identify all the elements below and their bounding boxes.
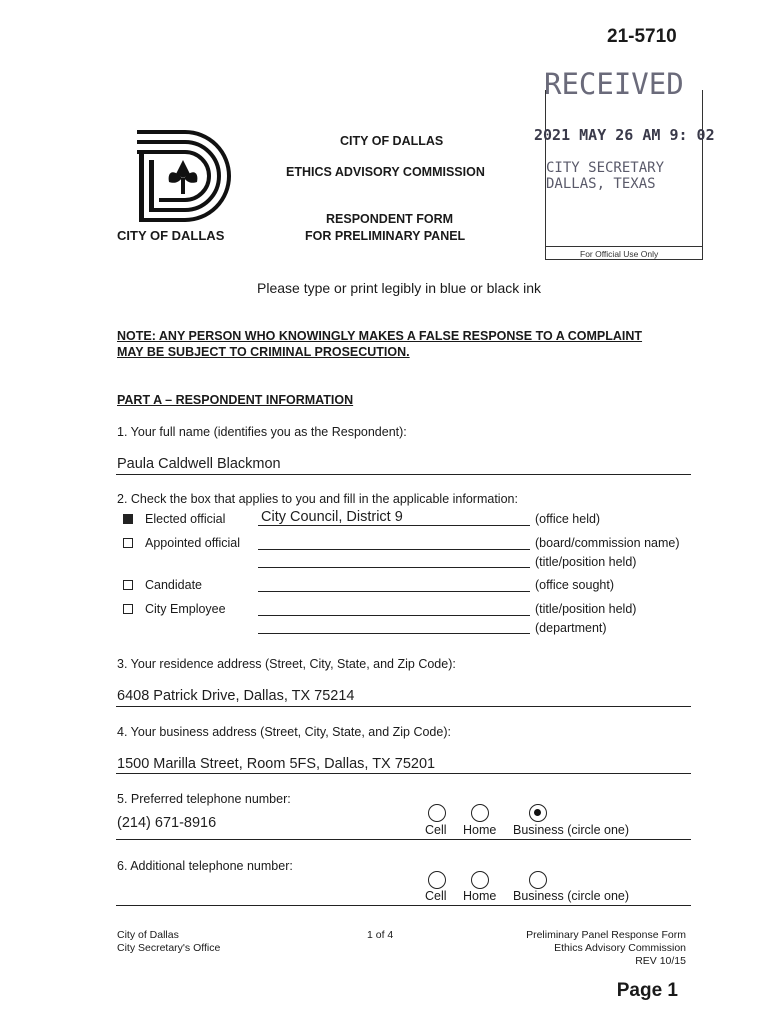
footer-left-line1: City of Dallas (117, 929, 179, 941)
elected-official-label: Elected official (145, 512, 226, 526)
candidate-checkbox[interactable] (123, 580, 133, 590)
stamp-office-line2: DALLAS, TEXAS (546, 176, 656, 192)
appointed-title-suffix: (title/position held) (535, 555, 637, 569)
q2-label: 2. Check the box that applies to you and fill in the applicable information: (117, 492, 518, 506)
appointed-official-label: Appointed official (145, 536, 240, 550)
received-date: 2021 MAY 26 AM 9: 02 (534, 126, 715, 144)
employee-title-field[interactable] (258, 615, 530, 616)
additional-home-radio[interactable] (471, 871, 489, 889)
employee-title-suffix: (title/position held) (535, 602, 637, 616)
received-stamp: RECEIVED (544, 67, 684, 101)
q3-label: 3. Your residence address (Street, City, State, and Zip Code): (117, 657, 456, 671)
elected-official-checkbox[interactable] (123, 514, 133, 524)
note-line1: NOTE: ANY PERSON WHO KNOWINGLY MAKES A FALSE RESPONSE TO A COMPLAINT (117, 329, 643, 343)
q6-business-label: Business (circle one) (513, 889, 630, 903)
part-a-heading: PART A – RESPONDENT INFORMATION (117, 393, 354, 407)
form-title-line1: RESPONDENT FORM (326, 212, 454, 226)
city-employee-label: City Employee (145, 602, 226, 616)
residence-address-underline (116, 706, 691, 707)
dallas-d-logo-icon (135, 128, 235, 228)
full-name-field[interactable]: Paula Caldwell Blackmon (117, 456, 281, 472)
q5-cell-label: Cell (425, 823, 447, 837)
office-sought-field[interactable] (258, 591, 530, 592)
preferred-phone-underline (116, 839, 691, 840)
office-held-field[interactable]: City Council, District 9 (261, 509, 403, 525)
appointed-title-field[interactable] (258, 567, 530, 568)
stamp-office-line1: CITY SECRETARY (546, 160, 665, 176)
additional-business-radio[interactable] (529, 871, 547, 889)
footer-right-line1: Preliminary Panel Response Form (526, 929, 686, 941)
document-number: 21-5710 (607, 26, 677, 47)
note-line2: MAY BE SUBJECT TO CRIMINAL PROSECUTION. (117, 345, 410, 359)
q6-cell-label: Cell (425, 889, 447, 903)
preferred-business-radio[interactable] (529, 804, 547, 822)
full-name-underline (116, 474, 691, 475)
office-held-suffix: (office held) (535, 512, 601, 526)
city-employee-checkbox[interactable] (123, 604, 133, 614)
official-use-label: For Official Use Only (580, 249, 659, 259)
additional-phone-underline (116, 905, 691, 906)
footer-right-line2: Ethics Advisory Commission (554, 942, 686, 954)
q5-label: 5. Preferred telephone number: (117, 792, 291, 806)
appointed-official-checkbox[interactable] (123, 538, 133, 548)
board-name-field[interactable] (258, 549, 530, 550)
footer-left-line2: City Secretary's Office (117, 942, 221, 954)
header-commission: ETHICS ADVISORY COMMISSION (286, 165, 485, 179)
selected-radio-dot (534, 809, 541, 816)
preferred-home-radio[interactable] (471, 804, 489, 822)
office-held-underline (258, 525, 530, 526)
footer-page-count: 1 of 4 (367, 929, 394, 941)
additional-cell-radio[interactable] (428, 871, 446, 889)
q6-label: 6. Additional telephone number: (117, 859, 293, 873)
instructions: Please type or print legibly in blue or black ink (257, 280, 542, 296)
department-suffix: (department) (535, 621, 607, 635)
page-label: Page 1 (616, 980, 678, 1001)
preferred-phone-field[interactable]: (214) 671-8916 (117, 815, 217, 831)
q6-home-label: Home (463, 889, 497, 903)
city-logo (135, 128, 235, 228)
form-title-line2: FOR PRELIMINARY PANEL (305, 229, 466, 243)
preferred-cell-radio[interactable] (428, 804, 446, 822)
business-address-underline (116, 773, 691, 774)
logo-caption: CITY OF DALLAS (117, 228, 225, 243)
q5-business-label: Business (circle one) (513, 823, 630, 837)
footer-right-line3: REV 10/15 (635, 955, 686, 967)
residence-address-field[interactable]: 6408 Patrick Drive, Dallas, TX 75214 (117, 688, 355, 704)
q5-home-label: Home (463, 823, 497, 837)
business-address-field[interactable]: 1500 Marilla Street, Room 5FS, Dallas, TX 75201 (117, 756, 436, 772)
q1-label: 1. Your full name (identifies you as the Respondent): (117, 425, 407, 439)
q4-label: 4. Your business address (Street, City, State, and Zip Code): (117, 725, 451, 739)
office-sought-suffix: (office sought) (535, 578, 614, 592)
department-field[interactable] (258, 633, 530, 634)
header-city: CITY OF DALLAS (340, 134, 444, 148)
board-name-suffix: (board/commission name) (535, 536, 680, 550)
candidate-label: Candidate (145, 578, 202, 592)
